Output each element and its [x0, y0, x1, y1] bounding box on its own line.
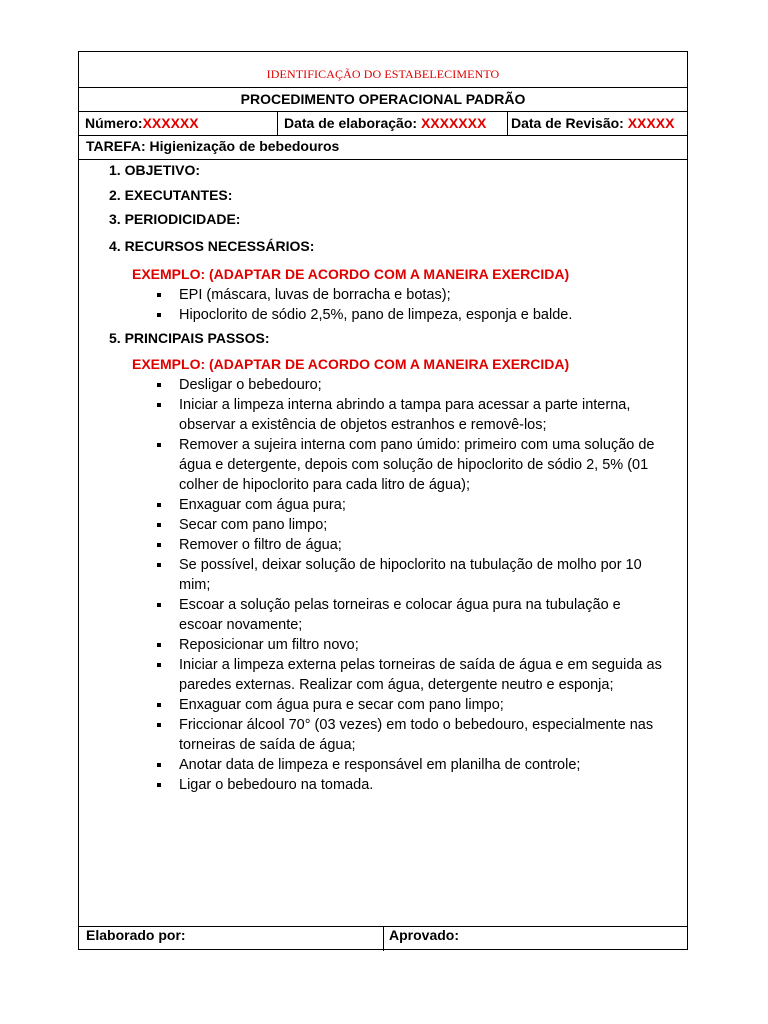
procedure-body	[79, 160, 687, 926]
elaboracao-value: XXXXXXX	[420, 115, 487, 131]
procedure-document	[78, 51, 688, 950]
list-item: Iniciar a limpeza externa pelas torneiras de saída de água e em seguida as paredes externas. Realizar com água, detergente neutro e esponja;	[155, 655, 665, 695]
elaboracao-cell	[278, 112, 508, 135]
list-item: Ligar o bebedouro na tomada.	[155, 775, 665, 795]
list-item: Se possível, deixar solução de hipoclorito na tubulação de molho por 10 mim;	[155, 555, 665, 595]
example-note: EXEMPLO: (ADAPTAR DE ACORDO COM A MANEIRA EXERCIDA)	[132, 266, 570, 282]
list-item: Reposicionar um filtro novo;	[155, 635, 665, 655]
list-item: EPI (máscara, luvas de borracha e botas);	[155, 285, 665, 305]
list-item: Remover o filtro de água;	[155, 535, 665, 555]
list-item: Iniciar a limpeza interna abrindo a tampa para acessar a parte interna, observar a existência de objetos estranhos e removê-los;	[155, 395, 665, 435]
list-item: Enxaguar com água pura;	[155, 495, 665, 515]
numero-cell	[79, 112, 278, 135]
section-executantes: 2. EXECUTANTES:	[109, 187, 233, 203]
aprovado-label: Aprovado:	[389, 927, 459, 943]
steps-list	[155, 375, 665, 795]
section-recursos: 4. RECURSOS NECESSÁRIOS:	[109, 238, 315, 254]
signature-row	[79, 926, 687, 951]
list-item: Secar com pano limpo;	[155, 515, 665, 535]
list-item: Remover a sujeira interna com pano úmido: primeiro com uma solução de água e detergente, depois com solução de hipoclorito de sódio 2, 5% (01 colher de hipoclorito para cada litro de água);	[155, 435, 665, 495]
section-objetivo: 1. OBJETIVO:	[109, 162, 201, 178]
list-item: Enxaguar com água pura e secar com pano limpo;	[155, 695, 665, 715]
establishment-row	[79, 52, 687, 88]
revisao-value: XXXXX	[627, 115, 675, 131]
meta-row	[79, 112, 687, 136]
list-item: Escoar a solução pelas torneiras e colocar água pura na tubulação e escoar novamente;	[155, 595, 665, 635]
numero-label: Número:	[85, 115, 143, 131]
resources-list	[155, 285, 665, 325]
establishment-label: IDENTIFICAÇÃO DO ESTABELECIMENTO	[266, 67, 500, 81]
section-passos: 5. PRINCIPAIS PASSOS:	[109, 330, 270, 346]
revisao-cell	[508, 112, 687, 135]
list-item: Desligar o bebedouro;	[155, 375, 665, 395]
elaborado-label: Elaborado por:	[79, 927, 384, 951]
example-note: EXEMPLO: (ADAPTAR DE ACORDO COM A MANEIRA EXERCIDA)	[132, 356, 570, 372]
list-item: Friccionar álcool 70° (03 vezes) em todo o bebedouro, especialmente nas torneiras de saída de água;	[155, 715, 665, 755]
section-periodicidade: 3. PERIODICIDADE:	[109, 211, 241, 227]
list-item: Hipoclorito de sódio 2,5%, pano de limpeza, esponja e balde.	[155, 305, 665, 325]
task-title: TAREFA: Higienização de bebedouros	[79, 136, 687, 160]
elaboracao-label: Data de elaboração:	[284, 115, 421, 131]
revisao-label: Data de Revisão:	[511, 115, 628, 131]
document-title: PROCEDIMENTO OPERACIONAL PADRÃO	[79, 88, 687, 112]
numero-value: XXXXXX	[142, 115, 199, 131]
list-item: Anotar data de limpeza e responsável em planilha de controle;	[155, 755, 665, 775]
